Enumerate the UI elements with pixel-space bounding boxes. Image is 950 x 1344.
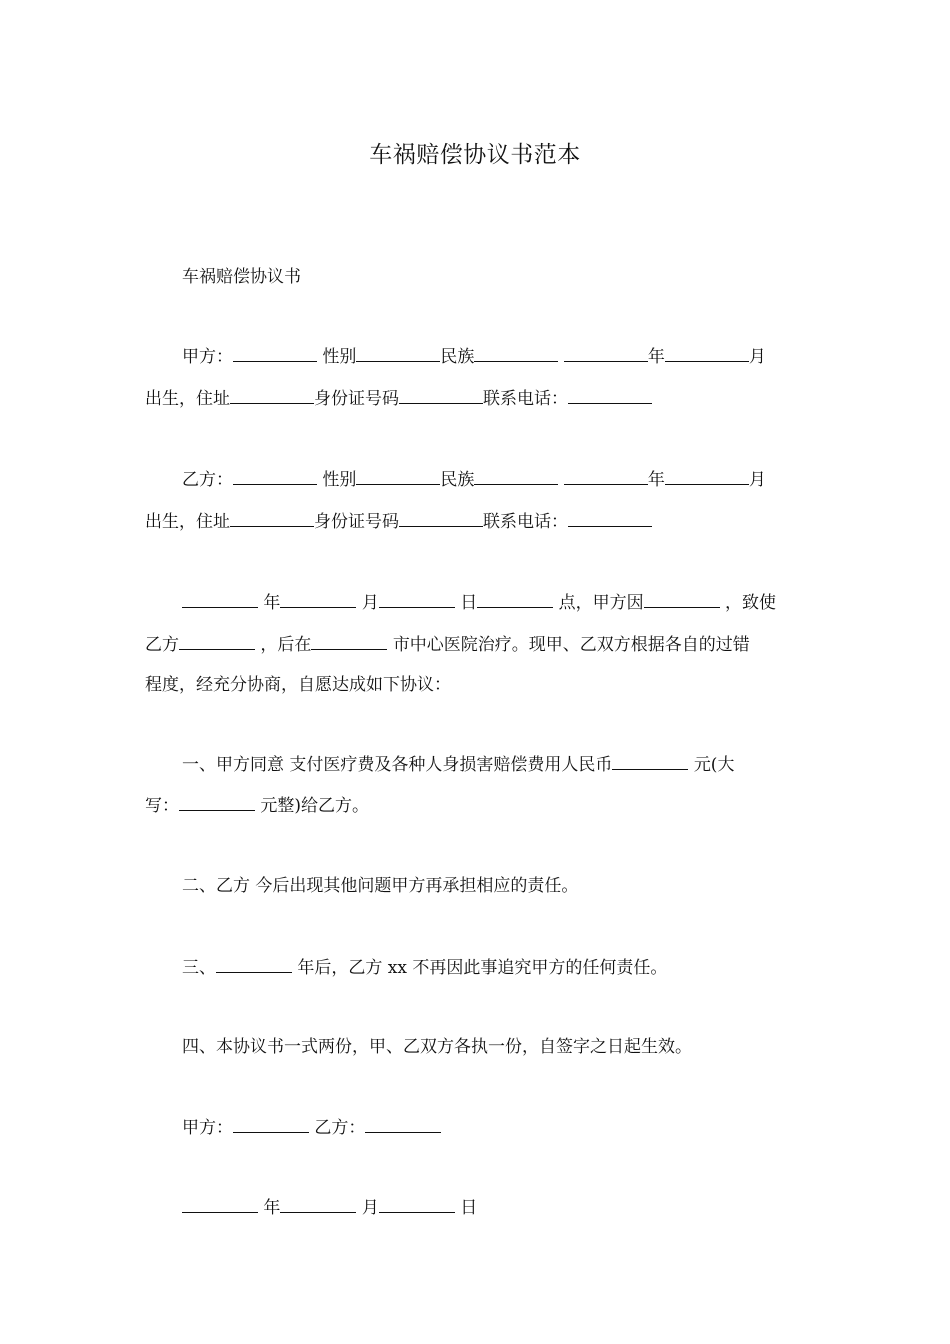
party-a-gender-blank xyxy=(356,343,440,362)
party-a-ethnicity-blank xyxy=(474,343,558,362)
incident-cause-blank xyxy=(644,589,720,608)
party-b-line-1: 乙方： 性别 民族 年 月 xyxy=(182,466,766,492)
party-b-birth-year-blank xyxy=(564,466,648,485)
signature-line: 甲方： 乙方： xyxy=(182,1114,441,1140)
party-b-id-blank xyxy=(399,508,483,527)
incident-injury-blank xyxy=(179,631,255,650)
party-b-ethnicity-blank xyxy=(474,466,558,485)
clause-1-amount-blank xyxy=(612,751,688,770)
party-a-birth-year-blank xyxy=(564,343,648,362)
party-a-phone-blank xyxy=(568,385,652,404)
clause-2: 二、乙方 今后出现其他问题甲方再承担相应的责任。 xyxy=(182,876,579,896)
party-a-id-blank xyxy=(399,385,483,404)
clause-4: 四、本协议书一式两份，甲、乙双方各执一份，自签字之日起生效。 xyxy=(182,1037,692,1057)
party-b-line-2: 出生，住址 身份证号码 联系电话： xyxy=(145,508,652,534)
party-b-gender-blank xyxy=(356,466,440,485)
clause-1-line-2: 写： 元整)给乙方。 xyxy=(145,792,369,818)
clause-3: 三、 年后，乙方 xx 不再因此事追究甲方的任何责任。 xyxy=(182,954,667,980)
party-b-address-blank xyxy=(230,508,314,527)
party-a-address-blank xyxy=(230,385,314,404)
clause-1-amount-words-blank xyxy=(179,792,255,811)
party-a-name-blank xyxy=(233,343,317,362)
document-title: 车祸赔偿协议书范本 xyxy=(369,142,581,168)
incident-year-blank xyxy=(182,589,258,608)
incident-line-2: 乙方 ，后在 市中心医院治疗。现甲、乙双方根据各自的过错 xyxy=(145,631,750,657)
clause-1-line-1: 一、甲方同意 支付医疗费及各种人身损害赔偿费用人民币 元(大 xyxy=(182,751,734,777)
signing-date-line: 年 月 日 xyxy=(182,1194,477,1220)
signing-month-blank xyxy=(280,1194,356,1213)
party-a-signature-blank xyxy=(233,1114,309,1133)
clause-3-years-blank xyxy=(216,954,292,973)
incident-line-3: 程度，经充分协商，自愿达成如下协议： xyxy=(145,675,451,695)
incident-hospital-blank xyxy=(311,631,387,650)
incident-day-blank xyxy=(379,589,455,608)
party-a-line-1: 甲方： 性别 民族 年 月 xyxy=(182,343,766,369)
incident-hour-blank xyxy=(477,589,553,608)
party-b-phone-blank xyxy=(568,508,652,527)
party-b-name-blank xyxy=(233,466,317,485)
signing-day-blank xyxy=(379,1194,455,1213)
incident-month-blank xyxy=(280,589,356,608)
incident-line-1: 年 月 日 点，甲方因 ，致使 xyxy=(182,589,776,615)
signing-year-blank xyxy=(182,1194,258,1213)
agreement-heading: 车祸赔偿协议书 xyxy=(182,267,301,287)
party-a-birth-month-blank xyxy=(665,343,749,362)
party-a-line-2: 出生，住址 身份证号码 联系电话： xyxy=(145,385,652,411)
party-b-signature-blank xyxy=(365,1114,441,1133)
party-b-birth-month-blank xyxy=(665,466,749,485)
